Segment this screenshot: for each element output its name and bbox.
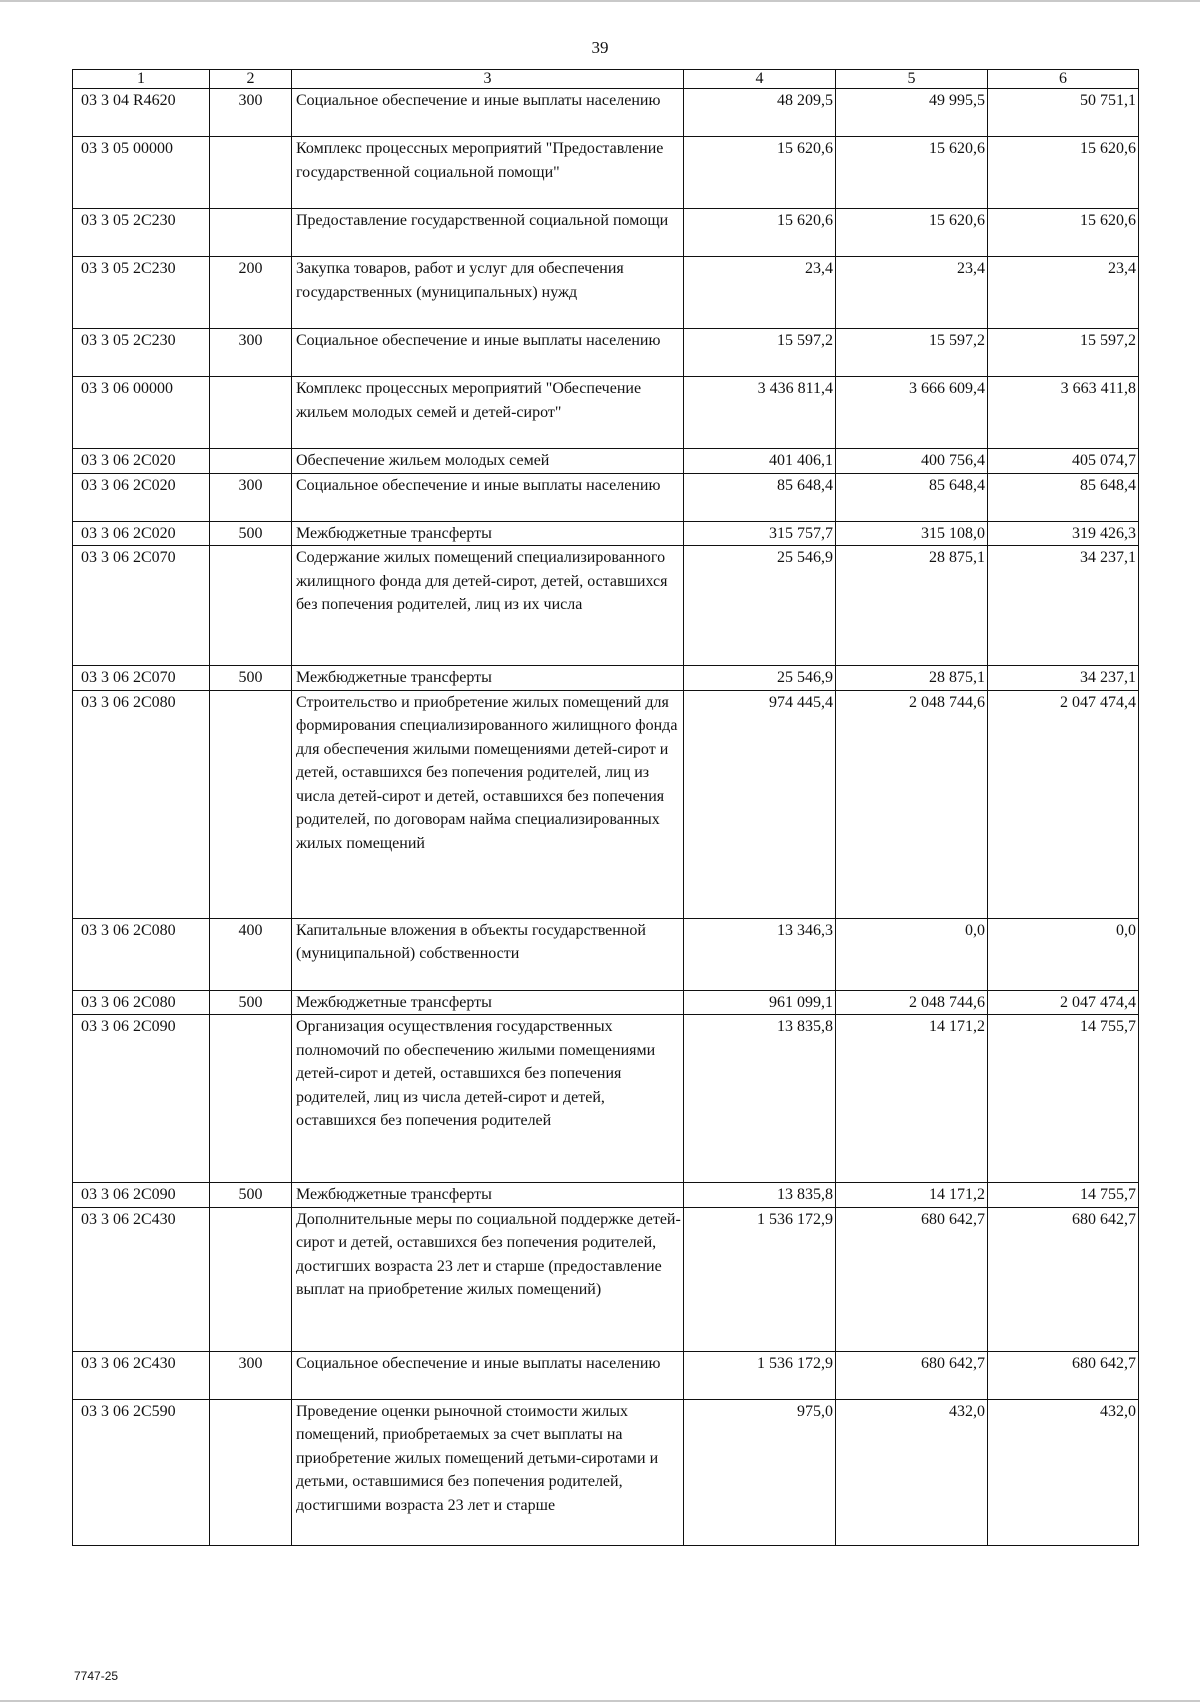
table-row (73, 990, 1139, 1015)
budget-code-cell: 03 3 06 2С080 (73, 918, 210, 990)
value-col4-cell: 1 536 172,9 (684, 1351, 836, 1399)
value-col5-cell: 85 648,4 (836, 473, 988, 521)
item-name-cell: Социальное обеспечение и иные выплаты населению (292, 1351, 684, 1399)
expense-type-cell: 500 (210, 990, 292, 1015)
item-name-cell: Межбюджетные трансферты (292, 990, 684, 1015)
value-col4-cell: 85 648,4 (684, 473, 836, 521)
value-col4-cell: 3 436 811,4 (684, 377, 836, 449)
expense-type-cell (210, 1015, 292, 1183)
value-col6-cell: 14 755,7 (988, 1015, 1139, 1183)
table-row (73, 329, 1139, 377)
item-name-cell: Предоставление государственной социальной помощи (292, 209, 684, 257)
value-col4-cell: 315 757,7 (684, 521, 836, 546)
value-col6-cell: 15 620,6 (988, 209, 1139, 257)
budget-code-cell: 03 3 06 2С020 (73, 449, 210, 474)
item-name-cell: Межбюджетные трансферты (292, 666, 684, 691)
budget-table (72, 69, 1139, 1546)
value-col5-cell: 3 666 609,4 (836, 377, 988, 449)
table-row (73, 209, 1139, 257)
expense-type-cell (210, 209, 292, 257)
column-header-5: 5 (836, 70, 988, 89)
value-col6-cell: 50 751,1 (988, 89, 1139, 137)
item-name-cell: Социальное обеспечение и иные выплаты населению (292, 329, 684, 377)
budget-code-cell: 03 3 05 2С230 (73, 257, 210, 329)
table-row (73, 137, 1139, 209)
table-row (73, 377, 1139, 449)
value-col5-cell: 2 048 744,6 (836, 990, 988, 1015)
expense-type-cell (210, 137, 292, 209)
expense-type-cell: 500 (210, 1183, 292, 1208)
column-header-1: 1 (73, 70, 210, 89)
value-col4-cell: 401 406,1 (684, 449, 836, 474)
value-col4-cell: 13 346,3 (684, 918, 836, 990)
column-header-6: 6 (988, 70, 1139, 89)
budget-code-cell: 03 3 05 2С230 (73, 209, 210, 257)
value-col4-cell: 23,4 (684, 257, 836, 329)
value-col5-cell: 15 597,2 (836, 329, 988, 377)
value-col5-cell: 15 620,6 (836, 137, 988, 209)
value-col4-cell: 1 536 172,9 (684, 1207, 836, 1351)
value-col6-cell: 2 047 474,4 (988, 990, 1139, 1015)
budget-code-cell: 03 3 06 2С090 (73, 1015, 210, 1183)
value-col4-cell: 13 835,8 (684, 1183, 836, 1208)
value-col4-cell: 961 099,1 (684, 990, 836, 1015)
value-col5-cell: 15 620,6 (836, 209, 988, 257)
value-col5-cell: 680 642,7 (836, 1351, 988, 1399)
expense-type-cell: 500 (210, 521, 292, 546)
budget-code-cell: 03 3 06 2С070 (73, 546, 210, 666)
value-col4-cell: 15 620,6 (684, 137, 836, 209)
item-name-cell: Дополнительные меры по социальной поддержке детей-сирот и детей, оставшихся без попечения родителей, достигших возраста 23 лет и старше (предоставление выплат на приобретение жилых помещений) (292, 1207, 684, 1351)
value-col6-cell: 85 648,4 (988, 473, 1139, 521)
budget-code-cell: 03 3 06 2С070 (73, 666, 210, 691)
expense-type-cell (210, 690, 292, 918)
value-col6-cell: 34 237,1 (988, 666, 1139, 691)
expense-type-cell: 300 (210, 1351, 292, 1399)
expense-type-cell (210, 449, 292, 474)
table-row (73, 521, 1139, 546)
value-col5-cell: 28 875,1 (836, 546, 988, 666)
value-col5-cell: 14 171,2 (836, 1015, 988, 1183)
value-col6-cell: 3 663 411,8 (988, 377, 1139, 449)
value-col6-cell: 14 755,7 (988, 1183, 1139, 1208)
table-row (73, 1351, 1139, 1399)
value-col5-cell: 49 995,5 (836, 89, 988, 137)
table-body (73, 89, 1139, 1546)
item-name-cell: Межбюджетные трансферты (292, 521, 684, 546)
budget-code-cell: 03 3 06 2С080 (73, 690, 210, 918)
expense-type-cell (210, 1399, 292, 1545)
item-name-cell: Обеспечение жильем молодых семей (292, 449, 684, 474)
value-col4-cell: 15 620,6 (684, 209, 836, 257)
expense-type-cell: 200 (210, 257, 292, 329)
expense-type-cell (210, 546, 292, 666)
expense-type-cell: 300 (210, 473, 292, 521)
table-row (73, 1207, 1139, 1351)
table-row (73, 666, 1139, 691)
scan-top-edge (0, 0, 1200, 2)
table-row (73, 473, 1139, 521)
table-row (73, 1015, 1139, 1183)
item-name-cell: Социальное обеспечение и иные выплаты населению (292, 89, 684, 137)
page-number: 39 (591, 38, 609, 57)
value-col4-cell: 48 209,5 (684, 89, 836, 137)
item-name-cell: Содержание жилых помещений специализированного жилищного фонда для детей-сирот, детей, оставшихся без попечения родителей, лиц из их числа (292, 546, 684, 666)
expense-type-cell: 300 (210, 89, 292, 137)
value-col6-cell: 319 426,3 (988, 521, 1139, 546)
budget-code-cell: 03 3 06 2С020 (73, 473, 210, 521)
budget-code-cell: 03 3 04 R4620 (73, 89, 210, 137)
value-col6-cell: 23,4 (988, 257, 1139, 329)
table-row (73, 89, 1139, 137)
value-col5-cell: 315 108,0 (836, 521, 988, 546)
value-col4-cell: 974 445,4 (684, 690, 836, 918)
item-name-cell: Комплекс процессных мероприятий "Предоставление государственной социальной помощи" (292, 137, 684, 209)
budget-code-cell: 03 3 06 2С430 (73, 1207, 210, 1351)
budget-code-cell: 03 3 06 2С080 (73, 990, 210, 1015)
budget-code-cell: 03 3 06 2С090 (73, 1183, 210, 1208)
value-col6-cell: 405 074,7 (988, 449, 1139, 474)
column-number-row (73, 70, 1139, 89)
item-name-cell: Межбюджетные трансферты (292, 1183, 684, 1208)
expense-type-cell: 300 (210, 329, 292, 377)
item-name-cell: Строительство и приобретение жилых помещений для формирования специализированного жилищного фонда для обеспечения жилыми помещениями детей-сирот и детей, оставшихся без попечения родителей, лиц из числа детей-сирот и детей, оставшихся без попечения родителей, по договорам найма специализированных жилых помещений (292, 690, 684, 918)
budget-code-cell: 03 3 06 2С430 (73, 1351, 210, 1399)
table-row (73, 690, 1139, 918)
value-col5-cell: 23,4 (836, 257, 988, 329)
expense-type-cell: 400 (210, 918, 292, 990)
budget-code-cell: 03 3 05 2С230 (73, 329, 210, 377)
item-name-cell: Комплекс процессных мероприятий "Обеспечение жильем молодых семей и детей-сирот" (292, 377, 684, 449)
value-col6-cell: 15 597,2 (988, 329, 1139, 377)
column-header-3: 3 (292, 70, 684, 89)
value-col6-cell: 680 642,7 (988, 1351, 1139, 1399)
table-row (73, 257, 1139, 329)
value-col4-cell: 975,0 (684, 1399, 836, 1545)
value-col5-cell: 0,0 (836, 918, 988, 990)
table-row (73, 1399, 1139, 1545)
budget-code-cell: 03 3 06 2С020 (73, 521, 210, 546)
item-name-cell: Социальное обеспечение и иные выплаты населению (292, 473, 684, 521)
budget-code-cell: 03 3 05 00000 (73, 137, 210, 209)
value-col5-cell: 14 171,2 (836, 1183, 988, 1208)
column-header-4: 4 (684, 70, 836, 89)
value-col6-cell: 15 620,6 (988, 137, 1139, 209)
scan-bottom-edge (0, 1700, 1200, 1702)
value-col5-cell: 432,0 (836, 1399, 988, 1545)
value-col4-cell: 13 835,8 (684, 1015, 836, 1183)
value-col4-cell: 25 546,9 (684, 666, 836, 691)
expense-type-cell: 500 (210, 666, 292, 691)
value-col5-cell: 680 642,7 (836, 1207, 988, 1351)
value-col5-cell: 400 756,4 (836, 449, 988, 474)
footer-document-code: 7747-25 (74, 1669, 119, 1683)
expense-type-cell (210, 377, 292, 449)
table-row (73, 546, 1139, 666)
value-col4-cell: 25 546,9 (684, 546, 836, 666)
item-name-cell: Организация осуществления государственных полномочий по обеспечению жилыми помещениями детей-сирот и детей, оставшихся без попечения родителей, лиц из числа детей-сирот и детей, оставшихся без попечения родителей (292, 1015, 684, 1183)
value-col6-cell: 34 237,1 (988, 546, 1139, 666)
value-col6-cell: 432,0 (988, 1399, 1139, 1545)
value-col6-cell: 0,0 (988, 918, 1139, 990)
value-col4-cell: 15 597,2 (684, 329, 836, 377)
budget-code-cell: 03 3 06 00000 (73, 377, 210, 449)
table-row (73, 449, 1139, 474)
expense-type-cell (210, 1207, 292, 1351)
item-name-cell: Закупка товаров, работ и услуг для обеспечения государственных (муниципальных) нужд (292, 257, 684, 329)
item-name-cell: Капитальные вложения в объекты государственной (муниципальной) собственности (292, 918, 684, 990)
table-row (73, 1183, 1139, 1208)
budget-code-cell: 03 3 06 2С590 (73, 1399, 210, 1545)
item-name-cell: Проведение оценки рыночной стоимости жилых помещений, приобретаемых за счет выплаты на приобретение жилых помещений детьми-сиротами и детьми, оставшимися без попечения родителей, достигшими возраста 23 лет и старше (292, 1399, 684, 1545)
table-row (73, 918, 1139, 990)
value-col5-cell: 28 875,1 (836, 666, 988, 691)
value-col5-cell: 2 048 744,6 (836, 690, 988, 918)
value-col6-cell: 680 642,7 (988, 1207, 1139, 1351)
column-header-2: 2 (210, 70, 292, 89)
value-col6-cell: 2 047 474,4 (988, 690, 1139, 918)
